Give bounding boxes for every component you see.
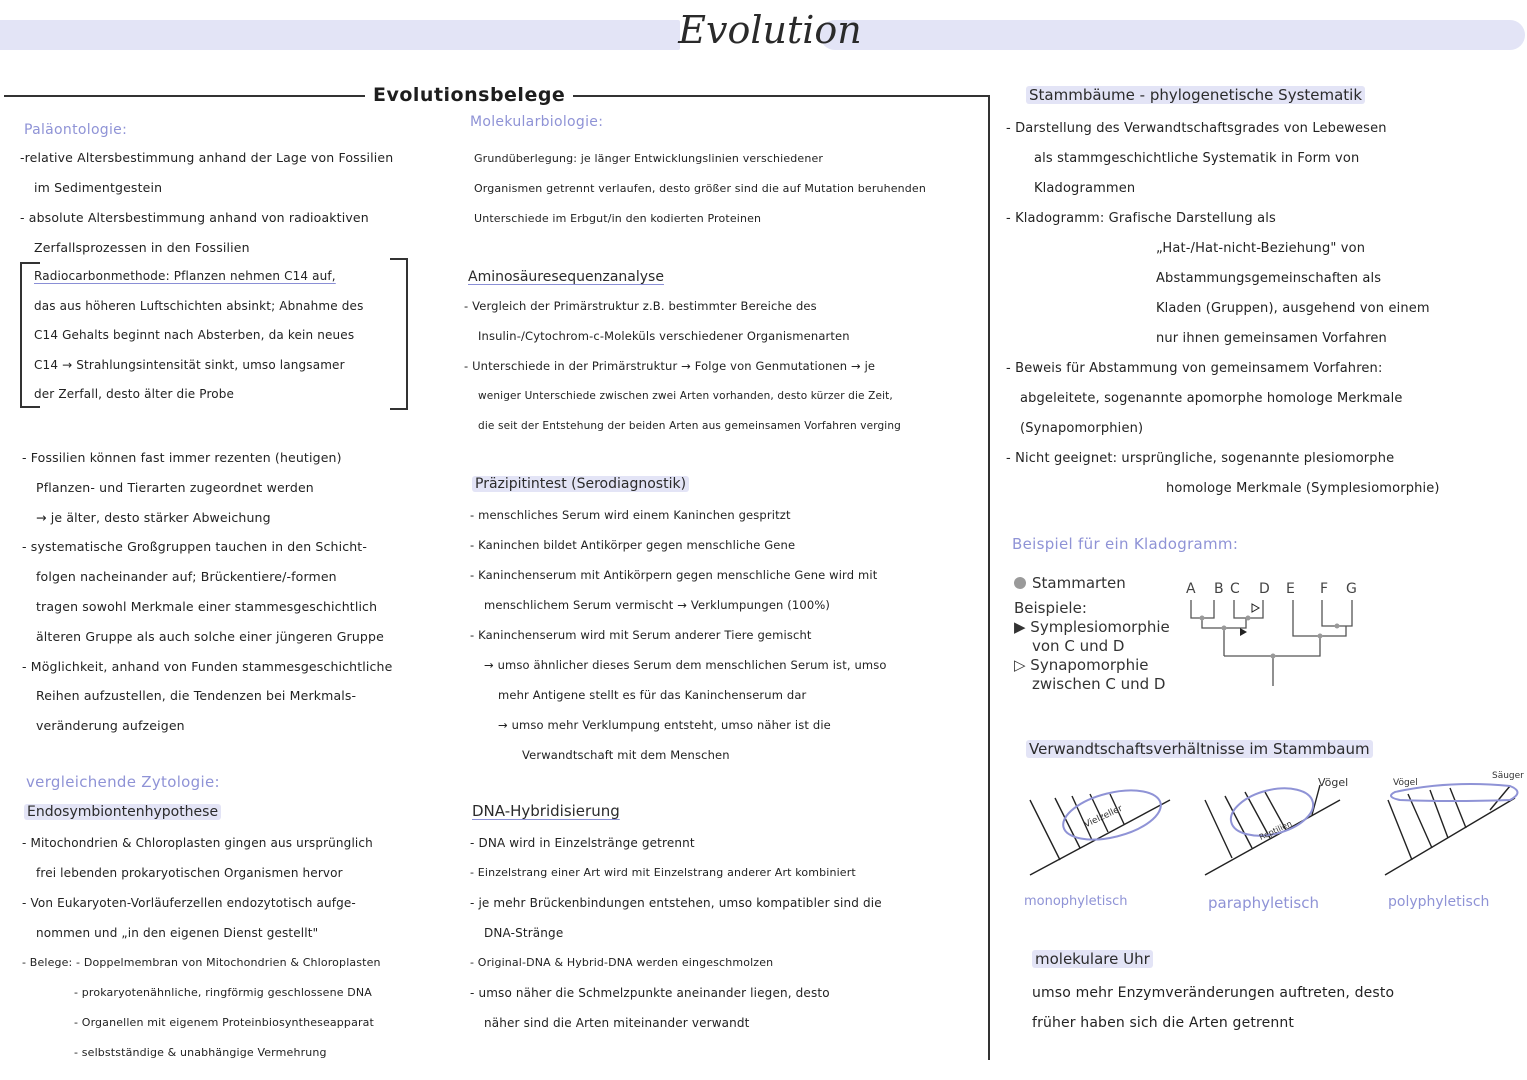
text-line: Reihen aufzustellen, die Tendenzen bei Merkmals- <box>36 688 357 704</box>
stammart-node <box>1222 626 1227 631</box>
voegel-label-para: Vögel <box>1318 776 1349 789</box>
text-line: tragen sowohl Merkmale einer stammesgeschichtlich <box>36 598 378 614</box>
stammart-node <box>1200 616 1205 621</box>
text-line: folgen nacheinander auf; Brückentiere/-formen <box>36 569 337 585</box>
text-line: frei lebenden prokaryotischen Organismen hervor <box>36 866 343 880</box>
text-line: Zerfallsprozessen in den Fossilien <box>34 240 250 255</box>
branch-cd <box>1234 600 1263 618</box>
fossil-text <box>22 443 392 741</box>
text-line: C14 Gehalts beginnt nach Absterben, da kein neues <box>34 328 355 342</box>
mono-branch <box>1030 800 1060 860</box>
paleo-text <box>20 143 393 263</box>
text-line: - selbstständige & unabhängige Vermehrung <box>74 1046 327 1059</box>
zyto-text <box>22 828 381 1068</box>
branch-ab <box>1191 600 1214 618</box>
amino-heading: Aminosäuresequenzanalyse <box>468 269 664 285</box>
text-line: - Kladogramm: Grafische Darstellung als <box>1006 211 1276 226</box>
text-line: Unterschiede im Erbgut/in den kodierten Proteinen <box>474 212 762 225</box>
frame-top-left <box>4 95 369 97</box>
branch-fg <box>1322 600 1352 626</box>
legend-item: Beispiele: <box>1014 599 1087 617</box>
text-line: Radiocarbonmethode: Pflanzen nehmen C14 auf, <box>34 269 336 283</box>
text-line: - Kaninchenserum mit Antikörpern gegen menschliche Gene wird mit <box>470 568 878 582</box>
text-line: Organismen getrennt verlaufen, desto größer sind die auf Mutation beruhenden <box>474 182 926 195</box>
saeuger-label: Säuger <box>1492 771 1524 781</box>
molbio-heading: Molekularbiologie: <box>470 114 604 130</box>
vielzeller-label: Vielzeller <box>1082 803 1125 831</box>
molbio-text <box>474 144 926 234</box>
legend-item: von C und D <box>1032 637 1125 655</box>
text-line: weniger Unterschiede zwischen zwei Arten vorhanden, desto kürzer die Zeit, <box>478 390 893 402</box>
section-title-evolutionsbelege: Evolutionsbelege <box>365 84 573 106</box>
paraphyletisch-label: paraphyletisch <box>1208 894 1319 912</box>
uhr-text <box>1032 978 1394 1038</box>
reptilien-label: Reptilien <box>1257 819 1294 842</box>
dna-heading: DNA-Hybridisierung <box>472 802 620 820</box>
text-line: (Synapomorphien) <box>1020 421 1144 436</box>
text-line: - absolute Altersbestimmung anhand von radioaktiven <box>20 210 369 225</box>
stammart-node <box>1335 624 1340 629</box>
text-line: - Kaninchen bildet Antikörper gegen menschliche Gene <box>470 538 796 552</box>
text-line: - Darstellung des Verwandtschaftsgrades von Lebewesen <box>1006 121 1387 136</box>
text-line: - Kaninchenserum wird mit Serum anderer Tiere gemischt <box>470 628 812 642</box>
praezi-label: Präzipitintest (Serodiagnostik) <box>472 476 689 492</box>
text-line: - Vergleich der Primärstruktur z.B. bestimmter Bereiche des <box>464 299 817 313</box>
verwandt-heading <box>1026 740 1373 758</box>
text-line: „Hat-/Hat-nicht-Beziehung" von <box>1156 241 1366 256</box>
dna-text <box>470 828 882 1038</box>
text-line: - Mitochondrien & Chloroplasten gingen aus ursprünglich <box>22 836 373 850</box>
stammart-node <box>1271 654 1276 659</box>
box-bracket-right <box>390 258 408 410</box>
text-line: -relative Altersbestimmung anhand der Lage von Fossilien <box>20 150 394 165</box>
stamm-heading <box>1026 86 1365 104</box>
text-line: - Fossilien können fast immer rezenten (heutigen) <box>22 450 342 465</box>
clade-label-a: A <box>1186 581 1196 597</box>
text-line: C14 → Strahlungsintensität sinkt, umso langsamer <box>34 357 345 372</box>
para-trunk <box>1205 800 1340 875</box>
text-line: mehr Antigene stellt es für das Kaninchenserum dar <box>498 688 807 702</box>
page-title: Evolution <box>678 8 862 52</box>
branch-efg <box>1293 600 1346 636</box>
text-line: - Unterschiede in der Primärstruktur → Folge von Genmutationen → je <box>464 359 876 373</box>
text-line: Kladen (Gruppen), ausgehend von einem <box>1156 301 1430 316</box>
text-line: Abstammungsgemeinschaften als <box>1156 271 1382 286</box>
legend-item: ▷ Synapomorphie <box>1014 656 1149 674</box>
stamm-text <box>1006 114 1440 504</box>
text-line: veränderung aufzeigen <box>36 718 185 734</box>
zyto-heading: vergleichende Zytologie: <box>26 773 220 791</box>
cladogram-legend <box>1014 574 1170 694</box>
frame-right <box>988 95 990 1060</box>
text-line: - Beweis für Abstammung von gemeinsamem Vorfahren: <box>1006 361 1383 376</box>
text-line: → umso ähnlicher dieses Serum dem menschlichen Serum ist, umso <box>484 658 887 672</box>
synapomorphie-marker-icon <box>1252 604 1259 612</box>
monophyletisch-label: monophyletisch <box>1024 894 1128 909</box>
clade-label-b: B <box>1214 581 1224 597</box>
praezi-heading <box>472 476 689 492</box>
text-line: der Zerfall, desto älter die Probe <box>34 387 235 401</box>
text-line: das aus höheren Luftschichten absinkt; Abnahme des <box>34 298 364 313</box>
text-line: - Original-DNA & Hybrid-DNA werden eingeschmolzen <box>470 956 774 969</box>
legend-item: zwischen C und D <box>1032 675 1166 693</box>
stamm-label: Stammbäume - phylogenetische Systematik <box>1026 86 1365 104</box>
verwandt-label: Verwandtschaftsverhältnisse im Stammbaum <box>1026 740 1373 758</box>
text-line: im Sedimentgestein <box>34 180 163 195</box>
text-line: → je älter, desto stärker Abweichung <box>36 509 271 525</box>
text-line: → umso mehr Verklumpung entsteht, umso näher ist die <box>498 718 831 732</box>
uhr-label: molekulare Uhr <box>1032 950 1153 968</box>
text-line: als stammgeschichtliche Systematik in Form von <box>1034 151 1360 166</box>
text-line: - DNA wird in Einzelstränge getrennt <box>470 836 695 850</box>
text-line: früher haben sich die Arten getrennt <box>1032 1015 1295 1031</box>
text-line: Insulin-/Cytochrom-c-Moleküls verschiedener Organismenarten <box>478 329 850 343</box>
text-line: die seit der Entstehung der beiden Arten aus gemeinsamen Vorfahren verging <box>478 420 901 432</box>
text-line: - Nicht geeignet: ursprüngliche, sogenannte plesiomorphe <box>1006 451 1395 466</box>
clade-label-g: G <box>1346 581 1357 597</box>
text-line: Verwandtschaft mit dem Menschen <box>522 748 730 762</box>
stammart-dot-icon <box>1014 577 1026 589</box>
praezi-text <box>470 500 887 770</box>
legend-item: ▶ Symplesiomorphie <box>1014 618 1170 636</box>
clade-label-c: C <box>1230 581 1240 597</box>
text-line: - Belege: - Doppelmembran von Mitochondrien & Chloroplasten <box>22 956 381 969</box>
clade-label-f: F <box>1320 581 1329 597</box>
text-line: - Organellen mit eigenem Proteinbiosyntheseapparat <box>74 1016 374 1029</box>
poly-trunk <box>1385 798 1515 875</box>
text-line: - Möglichkeit, anhand von Funden stammesgeschichtliche <box>22 658 393 674</box>
amino-text <box>464 291 901 441</box>
text-line: - systematische Großgruppen tauchen in den Schicht- <box>22 539 368 555</box>
branch-root-link <box>1224 636 1320 656</box>
text-line: umso mehr Enzymveränderungen auftreten, desto <box>1032 985 1395 1001</box>
text-line: - prokaryotenähnliche, ringförmig geschlossene DNA <box>74 986 372 999</box>
text-line: - Einzelstrang einer Art wird mit Einzelstrang anderer Art kombiniert <box>470 866 856 879</box>
radiocarbon-box <box>34 262 363 410</box>
voegel-label-poly: Vögel <box>1393 778 1418 788</box>
endosymbionten-label: Endosymbiontenhypothese <box>24 804 221 820</box>
text-line: nommen und „in den eigenen Dienst gestellt" <box>36 926 319 940</box>
text-line: älteren Gruppe als auch solche einer jüngeren Gruppe <box>36 628 384 644</box>
text-line: - umso näher die Schmelzpunkte aneinander liegen, desto <box>470 986 830 1000</box>
text-line: DNA-Stränge <box>484 926 564 940</box>
text-line: Grundüberlegung: je länger Entwicklungslinien verschiedener <box>474 152 824 165</box>
text-line: näher sind die Arten miteinander verwandt <box>484 1016 750 1030</box>
text-line: - menschliches Serum wird einem Kaninchen gespritzt <box>470 508 791 522</box>
clade-label-e: E <box>1286 581 1295 597</box>
paleo-heading: Paläontologie: <box>24 122 128 138</box>
text-line: - Von Eukaryoten-Vorläuferzellen endozytotisch aufge- <box>22 896 356 910</box>
text-line: abgeleitete, sogenannte apomorphe homologe Merkmale <box>1020 391 1403 406</box>
text-line: nur ihnen gemeinsamen Vorfahren <box>1156 331 1387 346</box>
header-banner-right <box>820 20 1525 50</box>
mono-trunk <box>1030 800 1170 875</box>
stammart-node <box>1246 616 1251 621</box>
text-line: - je mehr Brückenbindungen entstehen, umso kompatibler sind die <box>470 896 882 910</box>
text-line: menschlichem Serum vermischt → Verklumpungen (100%) <box>484 598 831 612</box>
text-line: Kladogrammen <box>1034 181 1136 196</box>
header-banner-left <box>0 20 680 50</box>
zyto-subheading <box>24 804 221 820</box>
frame-top-right <box>555 95 989 97</box>
stammart-node <box>1318 634 1323 639</box>
polyphyletisch-label: polyphyletisch <box>1388 894 1490 910</box>
uhr-heading <box>1032 950 1153 968</box>
clade-label-d: D <box>1259 581 1270 597</box>
legend-item: Stammarten <box>1032 574 1126 592</box>
text-line: homologe Merkmale (Symplesiomorphie) <box>1166 481 1440 496</box>
beispiel-heading: Beispiel für ein Kladogramm: <box>1012 535 1239 553</box>
symplesiomorphie-marker-icon <box>1240 628 1247 636</box>
text-line: Pflanzen- und Tierarten zugeordnet werden <box>36 479 314 495</box>
cladogram-diagram <box>1180 598 1370 690</box>
